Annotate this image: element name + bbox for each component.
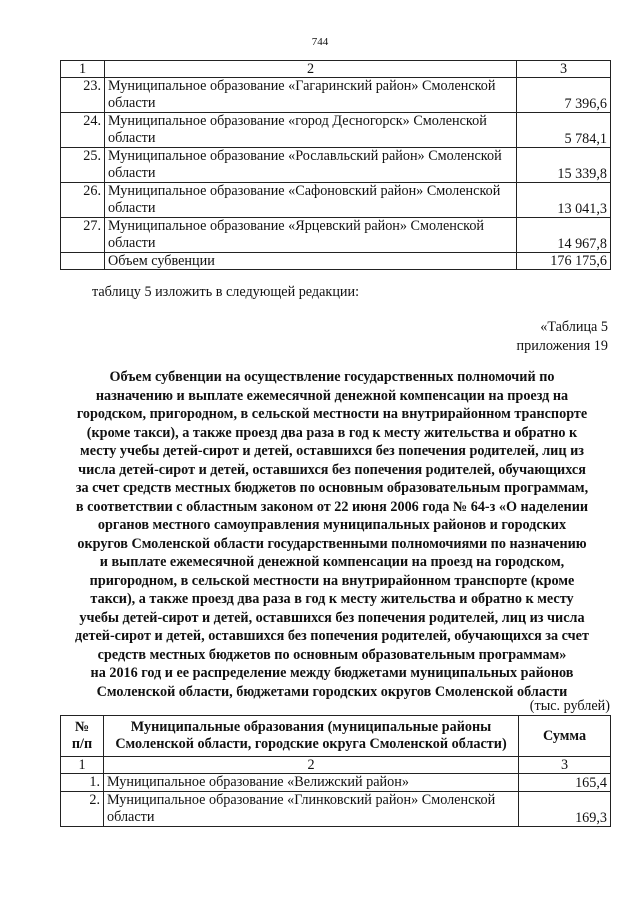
- row-number: 24.: [61, 113, 105, 148]
- column-number-2: 2: [105, 61, 517, 78]
- allocation-table: [60, 715, 611, 827]
- table-reference-line2: приложения 19: [516, 338, 608, 354]
- table-row: [61, 792, 611, 827]
- total-label: Объем субвенции: [105, 253, 517, 270]
- table-reference-line1: «Таблица 5: [540, 319, 608, 335]
- table-row: [61, 218, 611, 253]
- allocation-table-continued: [60, 60, 611, 270]
- column-number-3: 3: [517, 61, 611, 78]
- number-header-line2: п/п: [71, 736, 93, 752]
- title-line: городском, пригородном, в сельской местности на внутрирайонном транспорте: [76, 406, 588, 422]
- column-number-row: [61, 61, 611, 78]
- number-header: [61, 716, 104, 757]
- title-line: детей-сирот и детей, оставшихся без попечения родителей, обучающихся за счет: [75, 628, 589, 644]
- title-line: учебы детей-сирот и детей, оставшихся без попечения родителей, лиц из числа: [79, 609, 585, 626]
- total-sum: 176 175,6: [517, 253, 611, 270]
- title-line: месту учебы детей-сирот и детей, оставшихся без попечения родителей, лиц из: [80, 443, 584, 459]
- table-row: [61, 183, 611, 218]
- title-line: органов местного самоуправления муниципальных районов и городских: [97, 517, 567, 533]
- title-line: такси), а также проезд два раза в год к месту жительства и обратно к месту: [90, 591, 574, 607]
- sum-header: Сумма: [519, 716, 611, 757]
- column-number-1: 1: [61, 757, 104, 774]
- title-line: (кроме такси), а также проезд два раза в год к месту жительства и обратно к: [86, 424, 578, 441]
- title-line: Смоленской области, бюджетами городских округов Смоленской области: [96, 683, 568, 700]
- table-title: [52, 368, 612, 701]
- title-line: на 2016 год и ее распределение между бюджетами муниципальных районов: [90, 665, 574, 681]
- row-number: 23.: [61, 78, 105, 113]
- title-line: Объем субвенции на осуществление государственных полномочий по: [109, 369, 555, 385]
- title-line: числа детей-сирот и детей, оставшихся без попечения родителей, обучающихся: [78, 461, 586, 478]
- row-number: 25.: [61, 148, 105, 183]
- table-row: [61, 78, 611, 113]
- table-header-row: [61, 716, 611, 757]
- title-line: и выплате ежемесячной денежной компенсации на проезд на городском,: [99, 554, 565, 570]
- row-municipality: Муниципальное образование «Глинковский район» Смоленской области: [104, 792, 519, 827]
- column-number-1: 1: [61, 61, 105, 78]
- column-number-row: [61, 757, 611, 774]
- title-line: назначению и выплате ежемесячной денежной компенсации на проезд на: [95, 387, 569, 404]
- title-line: округов Смоленской области государственными полномочиями по назначению: [77, 535, 587, 552]
- row-sum: 165,4: [519, 774, 611, 792]
- row-number: 26.: [61, 183, 105, 218]
- row-municipality: Муниципальное образование «город Десногорск» Смоленской области: [105, 113, 517, 148]
- row-number: 27.: [61, 218, 105, 253]
- row-municipality: Муниципальное образование «Сафоновский район» Смоленской области: [105, 183, 517, 218]
- amendment-instruction: таблицу 5 изложить в следующей редакции:: [92, 284, 360, 300]
- column-number-2: 2: [104, 757, 519, 774]
- row-sum: 169,3: [519, 792, 611, 827]
- row-number: 2.: [61, 792, 104, 827]
- row-number: 1.: [61, 774, 104, 792]
- total-row: [61, 253, 611, 270]
- table-row: [61, 774, 611, 792]
- title-line: за счет средств местных бюджетов по основным образовательным программам,: [75, 480, 589, 496]
- row-municipality: Муниципальное образование «Гагаринский район» Смоленской области: [105, 78, 517, 113]
- units-label: (тыс. рублей): [529, 698, 610, 714]
- row-municipality: Муниципальное образование «Велижский район»: [104, 774, 519, 792]
- municipality-header: [104, 716, 519, 757]
- row-municipality: Муниципальное образование «Рославльский район» Смоленской области: [105, 148, 517, 183]
- row-sum: 15 339,8: [517, 148, 611, 183]
- row-sum: 13 041,3: [517, 183, 611, 218]
- row-sum: 14 967,8: [517, 218, 611, 253]
- row-municipality: Муниципальное образование «Ярцевский район» Смоленской области: [105, 218, 517, 253]
- table-reference: [517, 318, 608, 356]
- row-sum: 7 396,6: [517, 78, 611, 113]
- page-number: 744: [311, 36, 329, 48]
- municipality-header-line1: Муниципальные образования (муниципальные районы: [130, 719, 492, 735]
- total-number-cell: [61, 253, 105, 270]
- municipality-header-line2: Смоленской области, городские округа Смоленской области): [115, 736, 507, 752]
- row-sum: 5 784,1: [517, 113, 611, 148]
- number-header-line1: №: [74, 719, 90, 735]
- title-line: пригородном, в сельской местности на внутрирайонном транспорте (кроме: [89, 572, 575, 589]
- title-line: средств местных бюджетов по основным образовательным программам»: [97, 646, 567, 663]
- table-row: [61, 113, 611, 148]
- table-row: [61, 148, 611, 183]
- column-number-3: 3: [519, 757, 611, 774]
- title-line: в соответствии с областным законом от 22 июня 2006 года № 64-з «О наделении: [75, 498, 589, 515]
